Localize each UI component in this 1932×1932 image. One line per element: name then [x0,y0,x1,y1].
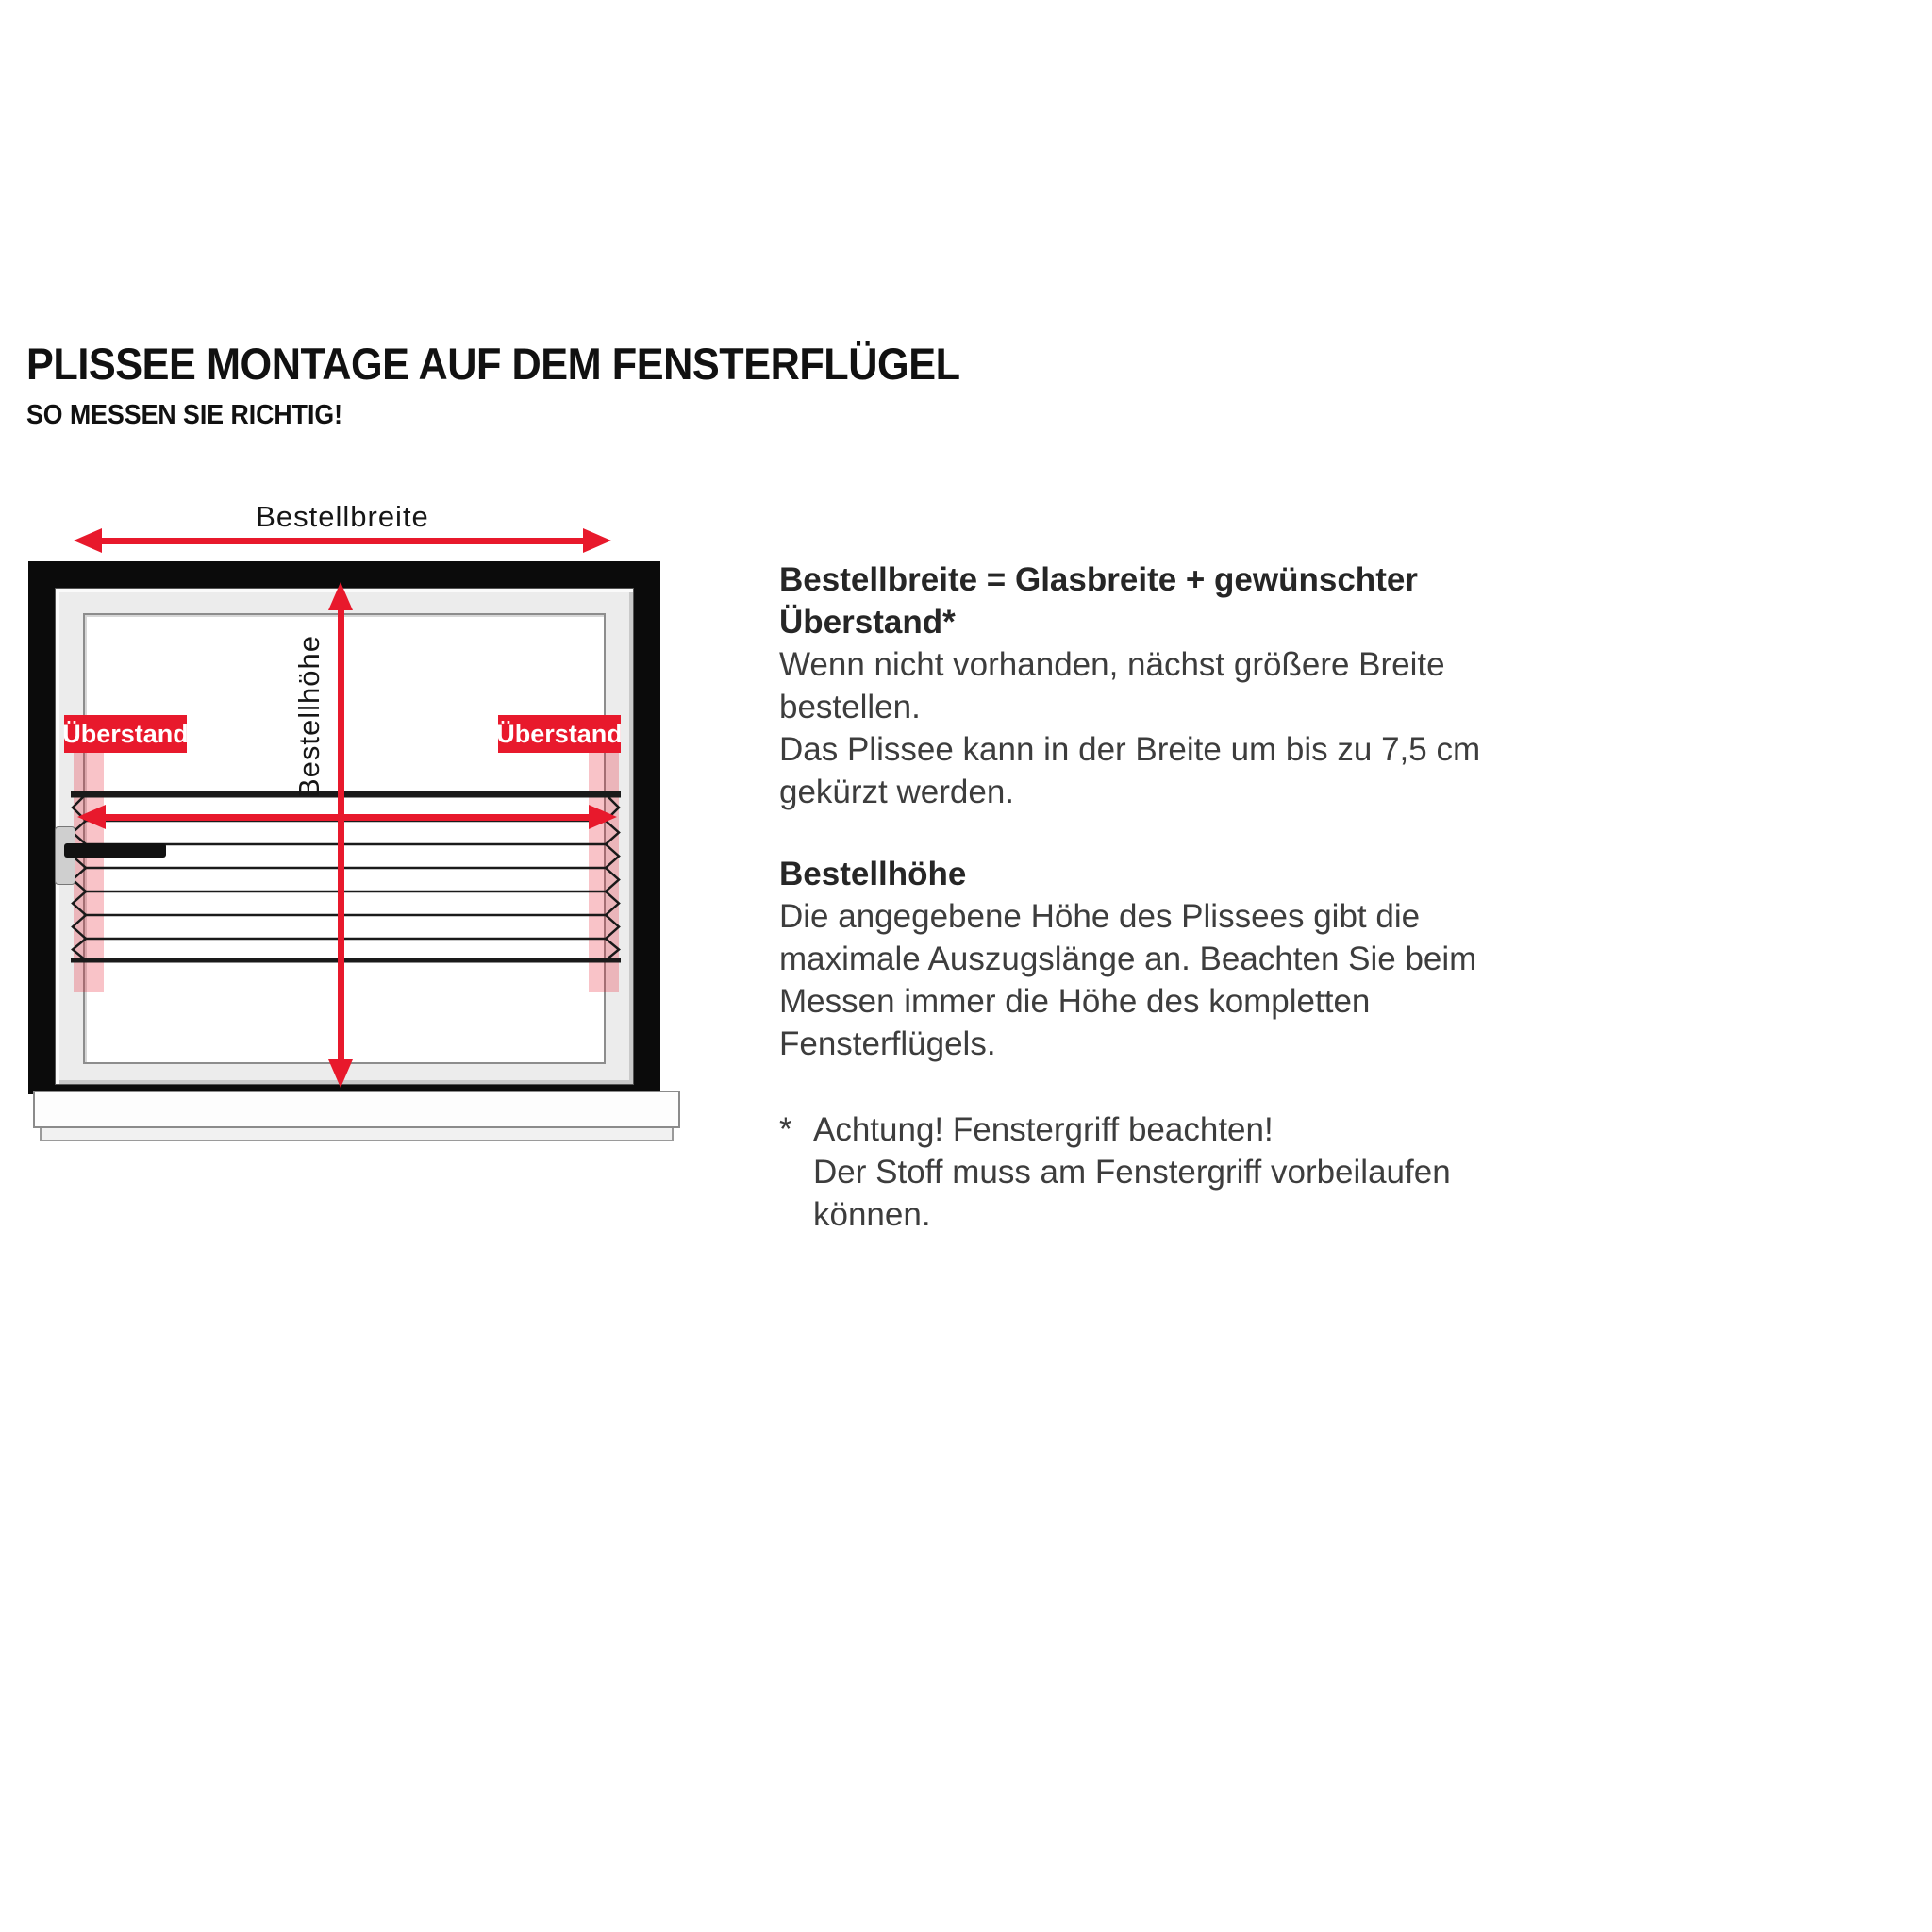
overhang-badge-left: Überstand [64,715,187,753]
width-section-paragraph-1: Wenn nicht vorhanden, nächst größere Breite bestellen. [779,646,1445,725]
arrow-head-bottom-icon [328,1059,353,1088]
page-title: PLISSEE MONTAGE AUF DEM FENSTERFLÜGEL [26,339,960,389]
overhang-badge-right: Überstand [498,715,621,753]
order-width-label: Bestellbreite [256,500,429,533]
width-section [779,558,1482,813]
arrow-head-right-icon [589,805,617,829]
window-sill [33,1091,680,1128]
footnote-text [813,1108,1482,1236]
page-subtitle: SO MESSEN SIE RICHTIG! [26,400,343,430]
height-section [779,853,1482,1065]
arrow-line [87,538,598,544]
measurement-diagram [26,498,743,1158]
window-sill-edge [40,1128,674,1141]
arrow-line [338,595,344,1074]
footnote [779,1108,1482,1236]
arrow-line [91,814,604,821]
instruction-text-column [779,558,1482,1236]
arrow-head-right-icon [583,528,611,553]
footnote-line-2: Der Stoff muss am Fenstergriff vorbeilaufen können. [813,1154,1451,1233]
footnote-line-1: Achtung! Fenstergriff beachten! [813,1111,1274,1148]
width-section-paragraph-2: Das Plissee kann in der Breite um bis zu 7,5 cm gekürzt werden. [779,731,1481,810]
order-height-label: Bestellhöhe [292,634,325,798]
height-section-heading: Bestellhöhe [779,856,967,892]
window-handle [64,843,166,858]
footnote-marker: * [779,1111,792,1148]
height-section-paragraph: Die angegebene Höhe des Plissees gibt die maximale Auszugslänge an. Beachten Sie beim Messen immer die Höhe des kompletten Fensterflügels. [779,898,1477,1062]
width-section-heading: Bestellbreite = Glasbreite + gewünschter Überstand* [779,561,1418,641]
